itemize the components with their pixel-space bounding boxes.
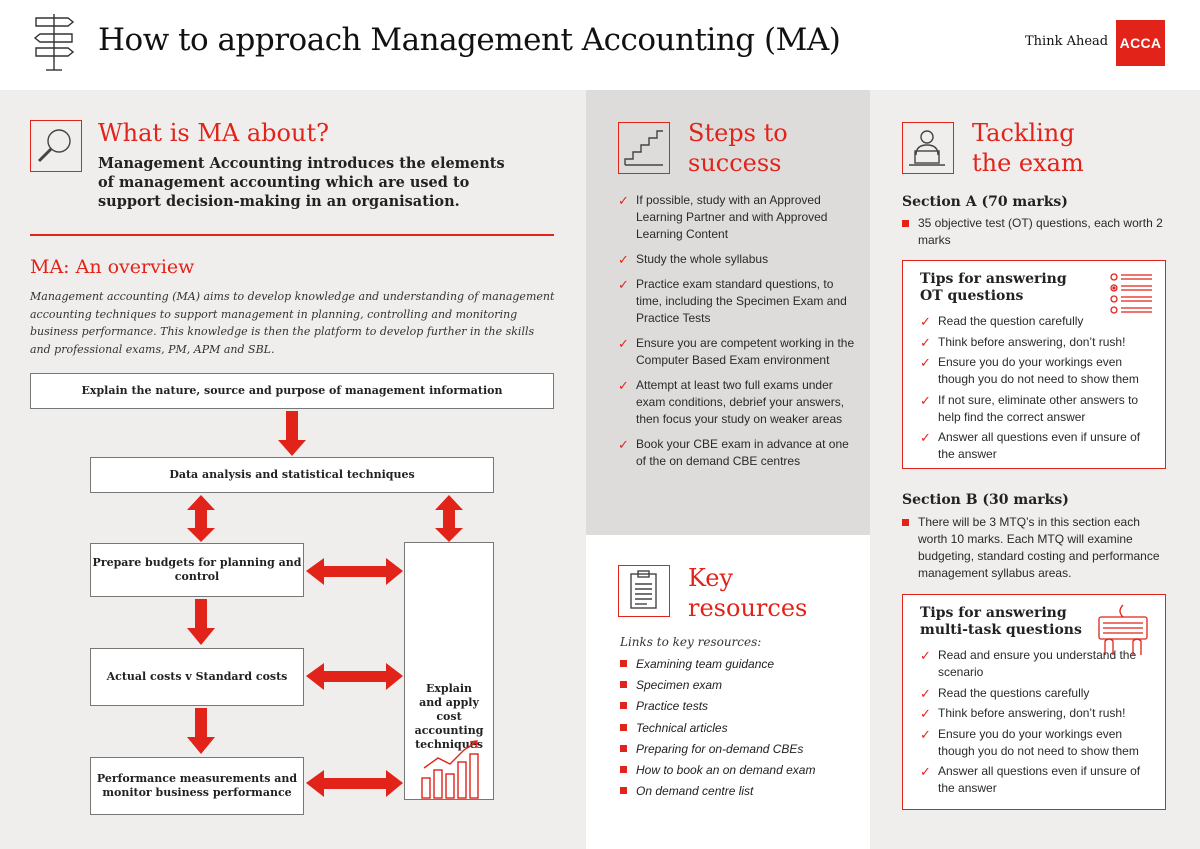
flow-box-actual-vs-standard: Actual costs v Standard costs <box>90 648 304 706</box>
list-item: ✓ Answer all questions even if unsure of the answer <box>920 430 1141 461</box>
flow-box-performance: Performance measurements and monitor business performance <box>90 757 304 815</box>
checklist-icon <box>1108 271 1154 315</box>
heading-line: Steps to <box>688 119 788 147</box>
check-icon: ✓ <box>618 193 629 208</box>
resource-link[interactable]: On demand centre list <box>620 783 860 799</box>
side-line: Explain <box>425 682 473 695</box>
list-item: ✓ Attempt at least two full exams under exam conditions, debrief your answers, then focus your study on weaker areas <box>618 378 845 426</box>
what-is-ma-heading: What is MA about? <box>98 119 329 147</box>
flow-box-management-information: Explain the nature, source and purpose of management information <box>30 373 554 409</box>
list-item: ✓ Think before answering, don’t rush! <box>920 706 1126 721</box>
tagline: Think Ahead <box>1025 34 1109 49</box>
list-item: ✓ Read and ensure you understand the scenario <box>920 648 1137 679</box>
growth-chart-icon <box>420 738 482 800</box>
mtq-tips-title: Tips for answering multi-task questions <box>920 605 1082 638</box>
steps-heading <box>688 118 788 178</box>
links-intro: Links to key resources: <box>620 635 762 649</box>
arrow-double-v <box>195 508 207 530</box>
side-line: techniques <box>415 738 483 751</box>
list-item: ✓ Ensure you are competent working in the Computer Based Exam environment <box>618 336 855 367</box>
tackling-exam-heading <box>972 118 1084 178</box>
list-item: ✓ If possible, study with an Approved Learning Partner and with Approved Learning Content <box>618 193 828 241</box>
resource-link[interactable]: Practice tests <box>620 698 860 714</box>
clipboard-icon <box>618 565 670 617</box>
arrow-double-h <box>322 566 388 577</box>
resource-link[interactable]: Technical articles <box>620 720 860 736</box>
ot-tips-box <box>902 260 1166 469</box>
list-item: ✓ Answer all questions even if unsure of the answer <box>920 764 1141 795</box>
student-laptop-icon <box>902 122 954 174</box>
overview-text: Management accounting (MA) aims to develop knowledge and understanding of management accounting techniques to support management in planning, controlling and monitoring business performance. This knowledge is then the platform to develop further in the skills and professional exams, PM, APM and SBL. <box>30 290 555 356</box>
list-item: ✓ Read the question carefully <box>920 314 1084 329</box>
divider <box>30 234 554 236</box>
side-line: and apply <box>419 696 479 709</box>
resource-link[interactable]: Specimen exam <box>620 677 860 693</box>
flow-box-data-analysis: Data analysis and statistical techniques <box>90 457 494 493</box>
resource-links <box>620 656 860 804</box>
page-title: How to approach Management Accounting (MA) <box>98 22 841 58</box>
heading-line: success <box>688 149 782 177</box>
what-is-ma-text: Management Accounting introduces the elements of management accounting which are used to support decision-making in an organisation. <box>98 155 505 210</box>
heading-line: the exam <box>972 149 1084 177</box>
key-resources-heading <box>688 563 807 623</box>
side-line: accounting <box>414 724 484 737</box>
page-header <box>0 0 1200 90</box>
check-icon: ✓ <box>618 336 629 351</box>
side-line: cost <box>436 710 462 723</box>
check-icon: ✓ <box>618 378 629 393</box>
arrow-double-h <box>322 778 388 789</box>
list-item: ✓ Study the whole syllabus <box>618 252 769 267</box>
list-item: ✓ Practice exam standard questions, to time, including the Specimen Exam and Practice Tests <box>618 277 847 325</box>
key-resources-column <box>586 535 870 849</box>
check-icon: ✓ <box>920 706 931 721</box>
steps-to-success-column <box>586 90 870 535</box>
heading-line: Tackling <box>972 119 1075 147</box>
list-item: ✓ Read the questions carefully <box>920 685 1090 701</box>
acca-logo[interactable]: ACCA <box>1116 20 1165 66</box>
resource-link[interactable]: Preparing for on-demand CBEs <box>620 741 860 757</box>
list-item: ✓ Ensure you do your workings even though you do not need to show them <box>920 355 1139 386</box>
list-item: ✓ Ensure you do your workings even though you do not need to show them <box>920 726 1139 758</box>
arrow-double-v <box>443 508 455 530</box>
ma-overview-column <box>0 90 586 849</box>
list-item: ✓ Think before answering, don’t rush! <box>920 334 1126 350</box>
section-a-item: 35 objective test (OT) questions, each worth 2 marks <box>902 215 1164 249</box>
tackling-exam-column <box>870 90 1200 849</box>
heading-line: resources <box>688 594 808 622</box>
check-icon: ✓ <box>920 648 931 663</box>
check-icon: ✓ <box>618 252 629 267</box>
overview-heading: MA: An overview <box>30 256 195 278</box>
arrow-down <box>286 411 298 441</box>
steps-list <box>618 192 858 478</box>
check-icon: ✓ <box>920 685 931 701</box>
resource-link[interactable]: How to book an on demand exam <box>620 762 860 778</box>
arrow-down <box>195 599 207 629</box>
check-icon: ✓ <box>618 437 629 452</box>
check-icon: ✓ <box>920 355 931 370</box>
arrow-down-head <box>278 440 306 456</box>
ot-tips-title: Tips for answering OT questions <box>920 271 1067 304</box>
signpost-icon <box>28 12 80 72</box>
check-icon: ✓ <box>920 314 931 329</box>
check-icon: ✓ <box>920 726 931 742</box>
list-item: ✓ Book your CBE exam in advance at one of the on demand CBE centres <box>618 437 849 468</box>
check-icon: ✓ <box>618 277 629 292</box>
ot-tips-list <box>920 313 1160 467</box>
arrow-double-h <box>322 671 388 682</box>
list-item: ✓ If not sure, eliminate other answers to help find the correct answer <box>920 392 1139 424</box>
mtq-tips-list <box>920 647 1160 801</box>
check-icon: ✓ <box>920 430 931 445</box>
arrow-down <box>195 708 207 738</box>
resource-link[interactable]: Examining team guidance <box>620 656 860 672</box>
mtq-tips-box <box>902 594 1166 810</box>
check-icon: ✓ <box>920 392 931 408</box>
magnifier-icon <box>30 120 82 172</box>
check-icon: ✓ <box>920 334 931 350</box>
heading-line: Key <box>688 564 734 592</box>
check-icon: ✓ <box>920 764 931 779</box>
stairs-icon <box>618 122 670 174</box>
section-a-title: Section A (70 marks) <box>902 194 1068 210</box>
flow-box-budgets: Prepare budgets for planning and control <box>90 543 304 597</box>
section-b-item: There will be 3 MTQ’s in this section each worth 10 marks. Each MTQ will examine budgeting, standard costing and performance management syllabus areas. <box>902 514 1166 582</box>
section-b-title: Section B (30 marks) <box>902 492 1069 508</box>
